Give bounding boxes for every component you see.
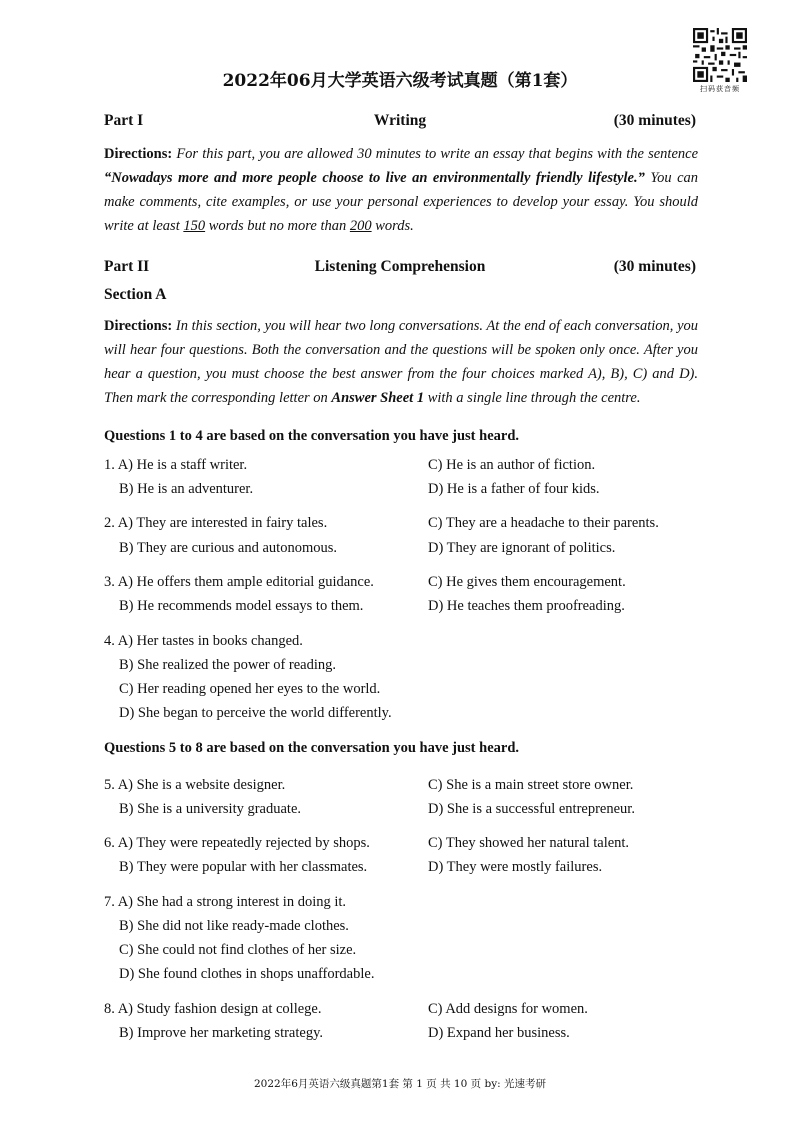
group1-heading: Questions 1 to 4 are based on the conversation you have just heard. <box>104 428 520 444</box>
q6-option-a: 6. A) They were repeatedly rejected by shops. <box>104 835 370 851</box>
q7-option-c: C) She could not find clothes of her size. <box>119 942 357 958</box>
part1-name: Writing <box>373 112 427 129</box>
part1-label: Part I <box>104 112 144 129</box>
q6-option-b: B) They were popular with her classmates. <box>119 859 368 875</box>
q2-option-a: 2. A) They are interested in fairy tales. <box>104 515 328 531</box>
qr-caption: 扫码获音频 <box>700 85 740 93</box>
q8-option-a: 8. A) Study fashion design at college. <box>104 1001 322 1017</box>
q1-option-d: D) He is a father of four kids. <box>428 481 600 497</box>
q1-option-c: C) He is an author of fiction. <box>428 457 596 473</box>
q8-option-c: C) Add designs for women. <box>428 1001 588 1017</box>
q3-option-c: C) He gives them encouragement. <box>428 574 626 590</box>
q4-option-b: B) She realized the power of reading. <box>119 657 337 673</box>
directions-label: Directions: <box>104 318 173 334</box>
q2-option-b: B) They are curious and autonomous. <box>119 540 337 556</box>
part2-label: Part II <box>104 258 150 275</box>
q5-option-a: 5. A) She is a website designer. <box>104 777 286 793</box>
q3-option-b: B) He recommends model essays to them. <box>119 598 364 614</box>
part1-time: (30 minutes) <box>613 112 696 129</box>
q6-option-d: D) They were mostly failures. <box>428 859 603 875</box>
q4-option-d: D) She began to perceive the world differently. <box>119 705 392 721</box>
q4-option-a: 4. A) Her tastes in books changed. <box>104 633 303 649</box>
q5-option-b: B) She is a university graduate. <box>119 801 302 817</box>
q8-option-d: D) Expand her business. <box>428 1025 570 1041</box>
q7-option-a: 7. A) She had a strong interest in doing it. <box>104 894 347 910</box>
min-words: 150 <box>183 218 206 234</box>
q2-option-c: C) They are a headache to their parents. <box>428 515 659 531</box>
part2-name: Listening Comprehension <box>314 258 486 275</box>
essay-prompt: “Nowadays more and more people choose to live an environmentally friendly lifestyle.” <box>104 170 645 186</box>
part1-header <box>104 112 696 134</box>
group2-heading: Questions 5 to 8 are based on the conversation you have just heard. <box>104 740 520 756</box>
part1-directions: Directions: For this part, you are allowed 30 minutes to write an essay that begins with the sentence “Nowadays more and more people choose to live an environmentally friendly lifestyle.” You can make comments, cite examples, or use your personal experiences to develop your essay. You should write at least 150 words but no more than 200 words. <box>104 146 699 234</box>
q3-option-d: D) He teaches them proofreading. <box>428 598 625 614</box>
page-footer: 2022年6月英语六级真题第1套 第 1 页 共 10 页 by: 光速考研 <box>253 1078 546 1090</box>
part2-header <box>104 258 696 280</box>
page-title: 2022年06月大学英语六级考试真题（第1套） <box>222 71 578 91</box>
max-words: 200 <box>349 218 372 234</box>
q3-option-a: 3. A) He offers them ample editorial guidance. <box>104 574 374 590</box>
q2-option-d: D) They are ignorant of politics. <box>428 540 616 556</box>
directions-label: Directions: <box>104 146 173 162</box>
part2-time: (30 minutes) <box>613 258 696 275</box>
part2-directions: Directions: In this section, you will hear two long conversations. At the end of each conversation, you will hear four questions. Both the conversation and the questions will be spoken only once. After you hear a question, you must choose the best answer from the four choices marked A), B), C) and D). Then mark the corresponding letter on Answer Sheet 1 with a single line through the centre. <box>104 318 699 406</box>
q4-option-c: C) Her reading opened her eyes to the world. <box>119 681 381 697</box>
answer-sheet-ref: Answer Sheet 1 <box>331 390 425 406</box>
q5-option-d: D) She is a successful entrepreneur. <box>428 801 635 817</box>
q5-option-c: C) She is a main street store owner. <box>428 777 634 793</box>
q7-option-b: B) She did not like ready-made clothes. <box>119 918 349 934</box>
q8-option-b: B) Improve her marketing strategy. <box>119 1025 324 1041</box>
q6-option-c: C) They showed her natural talent. <box>428 835 630 851</box>
section-a-title: Section A <box>104 286 167 303</box>
q7-option-d: D) She found clothes in shops unaffordable. <box>119 966 375 982</box>
q1-option-b: B) He is an adventurer. <box>119 481 254 497</box>
q1-option-a: 1. A) He is a staff writer. <box>104 457 248 473</box>
